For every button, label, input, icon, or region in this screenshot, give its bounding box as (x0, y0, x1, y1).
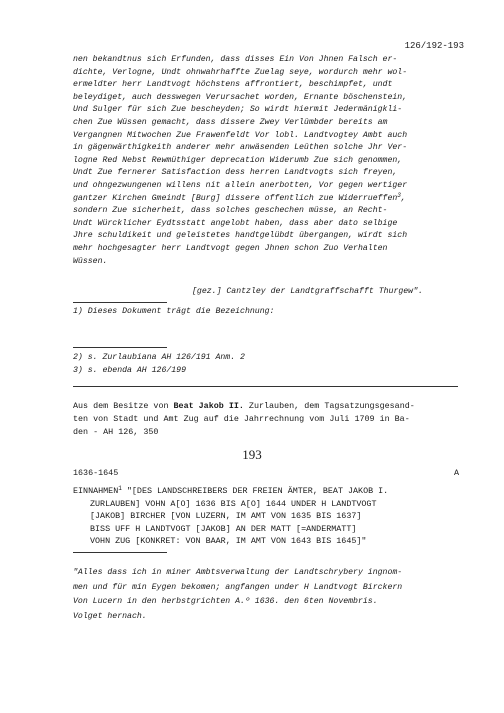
body-line: dichte, Verlogne, Undt ohnwahrhaffte Zuelag seye, wordurch mehr wol- (73, 67, 408, 77)
date-range: 1636-1645 (73, 468, 119, 478)
document-letter: A (453, 468, 459, 478)
heading-line: BISS UFF H LANDTVOGT [JAKOB] AN DER MATT [=ANDERMATT] (90, 523, 357, 534)
body-line (73, 193, 463, 206)
body-line: Vergangnen Mitwochen Zue Frawenfeldt Vor lobl. Landtvogtey Ambt auch (73, 130, 408, 140)
footnote-1: 1) Dieses Dokument trägt die Bezeichnung: (73, 307, 275, 316)
document-heading (73, 485, 473, 548)
quote-block (73, 566, 463, 624)
body-line: nen bekandtnus sich Erfunden, dass disses Ein Von Jhnen Falsch er- (73, 55, 398, 64)
body-line: Undt Würcklicher Eydtsstatt angelobt haben, dass aber dato selbige (73, 218, 398, 228)
footnote-2: 2) s. Zurlaubiana AH 126/191 Anm. 2 (73, 353, 245, 362)
body-line: sondern Zue sicherheit, dass solches geschechen müsse, an Recht- (73, 206, 388, 216)
body-line: logne Red Nebst Rewmüthiger deprecation Widerumb Zue sich genommen, (73, 155, 403, 165)
quote-line: Von Lucern in den herbstgrichten A.º 1636. den 6ten Novembris. (73, 597, 378, 607)
footnote-divider (73, 302, 167, 303)
document-number: 193 (242, 447, 262, 462)
heading-line: ZURLAUBEN] VOHN A[O] 1636 BIS A[O] 1644 UNDER H LANDTVOGT (90, 498, 377, 509)
source-text: Aus dem Besitze von (73, 401, 174, 411)
page-reference: 126/192-193 (404, 41, 464, 51)
body-line: Und Sulger für sich Zue bescheyden; So wirdt hiermit Jedermänigkli- (73, 105, 403, 115)
body-line: Jhre schuldikeit und geleistetes handtgelübdt übergangen, wirdt sich (73, 231, 408, 241)
footnote-3: 3) s. ebenda AH 126/199 (73, 365, 187, 375)
body-line: in gägenwärthigkeith anderer mehr anwäsenden Leüthen solche Jhr Ver- (73, 143, 408, 153)
heading-line: [JAKOB] BIRCHER [VON LUZERN, IM AMT VON 1635 BIS 1637] (90, 511, 362, 522)
footnote-mark: 3 (397, 191, 401, 199)
body-line: chen Zue Wüssen gemacht, dass dissere Zwey Verlümbder bereits am (73, 117, 388, 127)
body-line-text: gantzer Kirchen Gmeindt [Burg] dissere offentlich zue Widerrueffen (73, 193, 398, 203)
body-line: ermeldter herr Landtvogt höchstens affrontiert, beschimpfet, undt (73, 80, 393, 90)
heading-text: "[DES LANDSCHREIBERS DER FREIEN ÄMTER, BEAT JAKOB I. (121, 486, 389, 496)
footnote-divider (73, 552, 167, 553)
heading-word: EINNAHMEN (73, 486, 119, 496)
quote-line: Volget hernach. (73, 611, 147, 621)
quote-line: "Alles dass ich in miner Ambtsverwaltung der Landtschrybery ingnom- (73, 568, 403, 577)
source-text: Zurlauben, dem Tagsatzungsgesand- (243, 401, 415, 411)
body-line: und ohngezwungenen willens nit allein anerbotten, Vor gegen wertiger (73, 180, 408, 190)
body-line-tail: , (400, 193, 406, 203)
body-line: mehr hochgesagter herr Landtvogt gegen Jhnen schon Zuo Verhalten (73, 243, 388, 253)
quote-line: men und für min Eygen bekomen; angfangen under H Landtvogt Birckern (73, 582, 403, 592)
footnote-mark: 1 (118, 485, 122, 492)
heading-line: VOHN ZUG [KONKRET: VON BAAR, IM AMT VON 1643 BIS 1645]" (90, 536, 367, 547)
body-line: Wüssen. (73, 256, 108, 266)
source-person: Beat Jakob II. (173, 401, 244, 411)
section-divider (73, 386, 458, 387)
signature-line: [gez.] Cantzley der Landtgraffschafft Thurgew". (192, 287, 423, 296)
source-line: den - AH 126, 350 (73, 426, 159, 437)
source-note (73, 400, 458, 438)
source-line (73, 400, 458, 413)
heading-line (73, 485, 473, 498)
body-line: beleydiget, auch desswegen Verursachet worden, Ernante böschenstein, (73, 92, 408, 102)
source-line: ten von Stadt und Amt Zug auf die Jahrrechnung vom Juli 1709 in Ba- (73, 413, 410, 424)
footnotes-list (73, 352, 463, 377)
body-line: Undt Zue fernerer Satisfaction dess herren Landtvogts sich freyen, (73, 168, 398, 178)
footnote-divider (73, 347, 167, 348)
document-body (73, 54, 463, 268)
